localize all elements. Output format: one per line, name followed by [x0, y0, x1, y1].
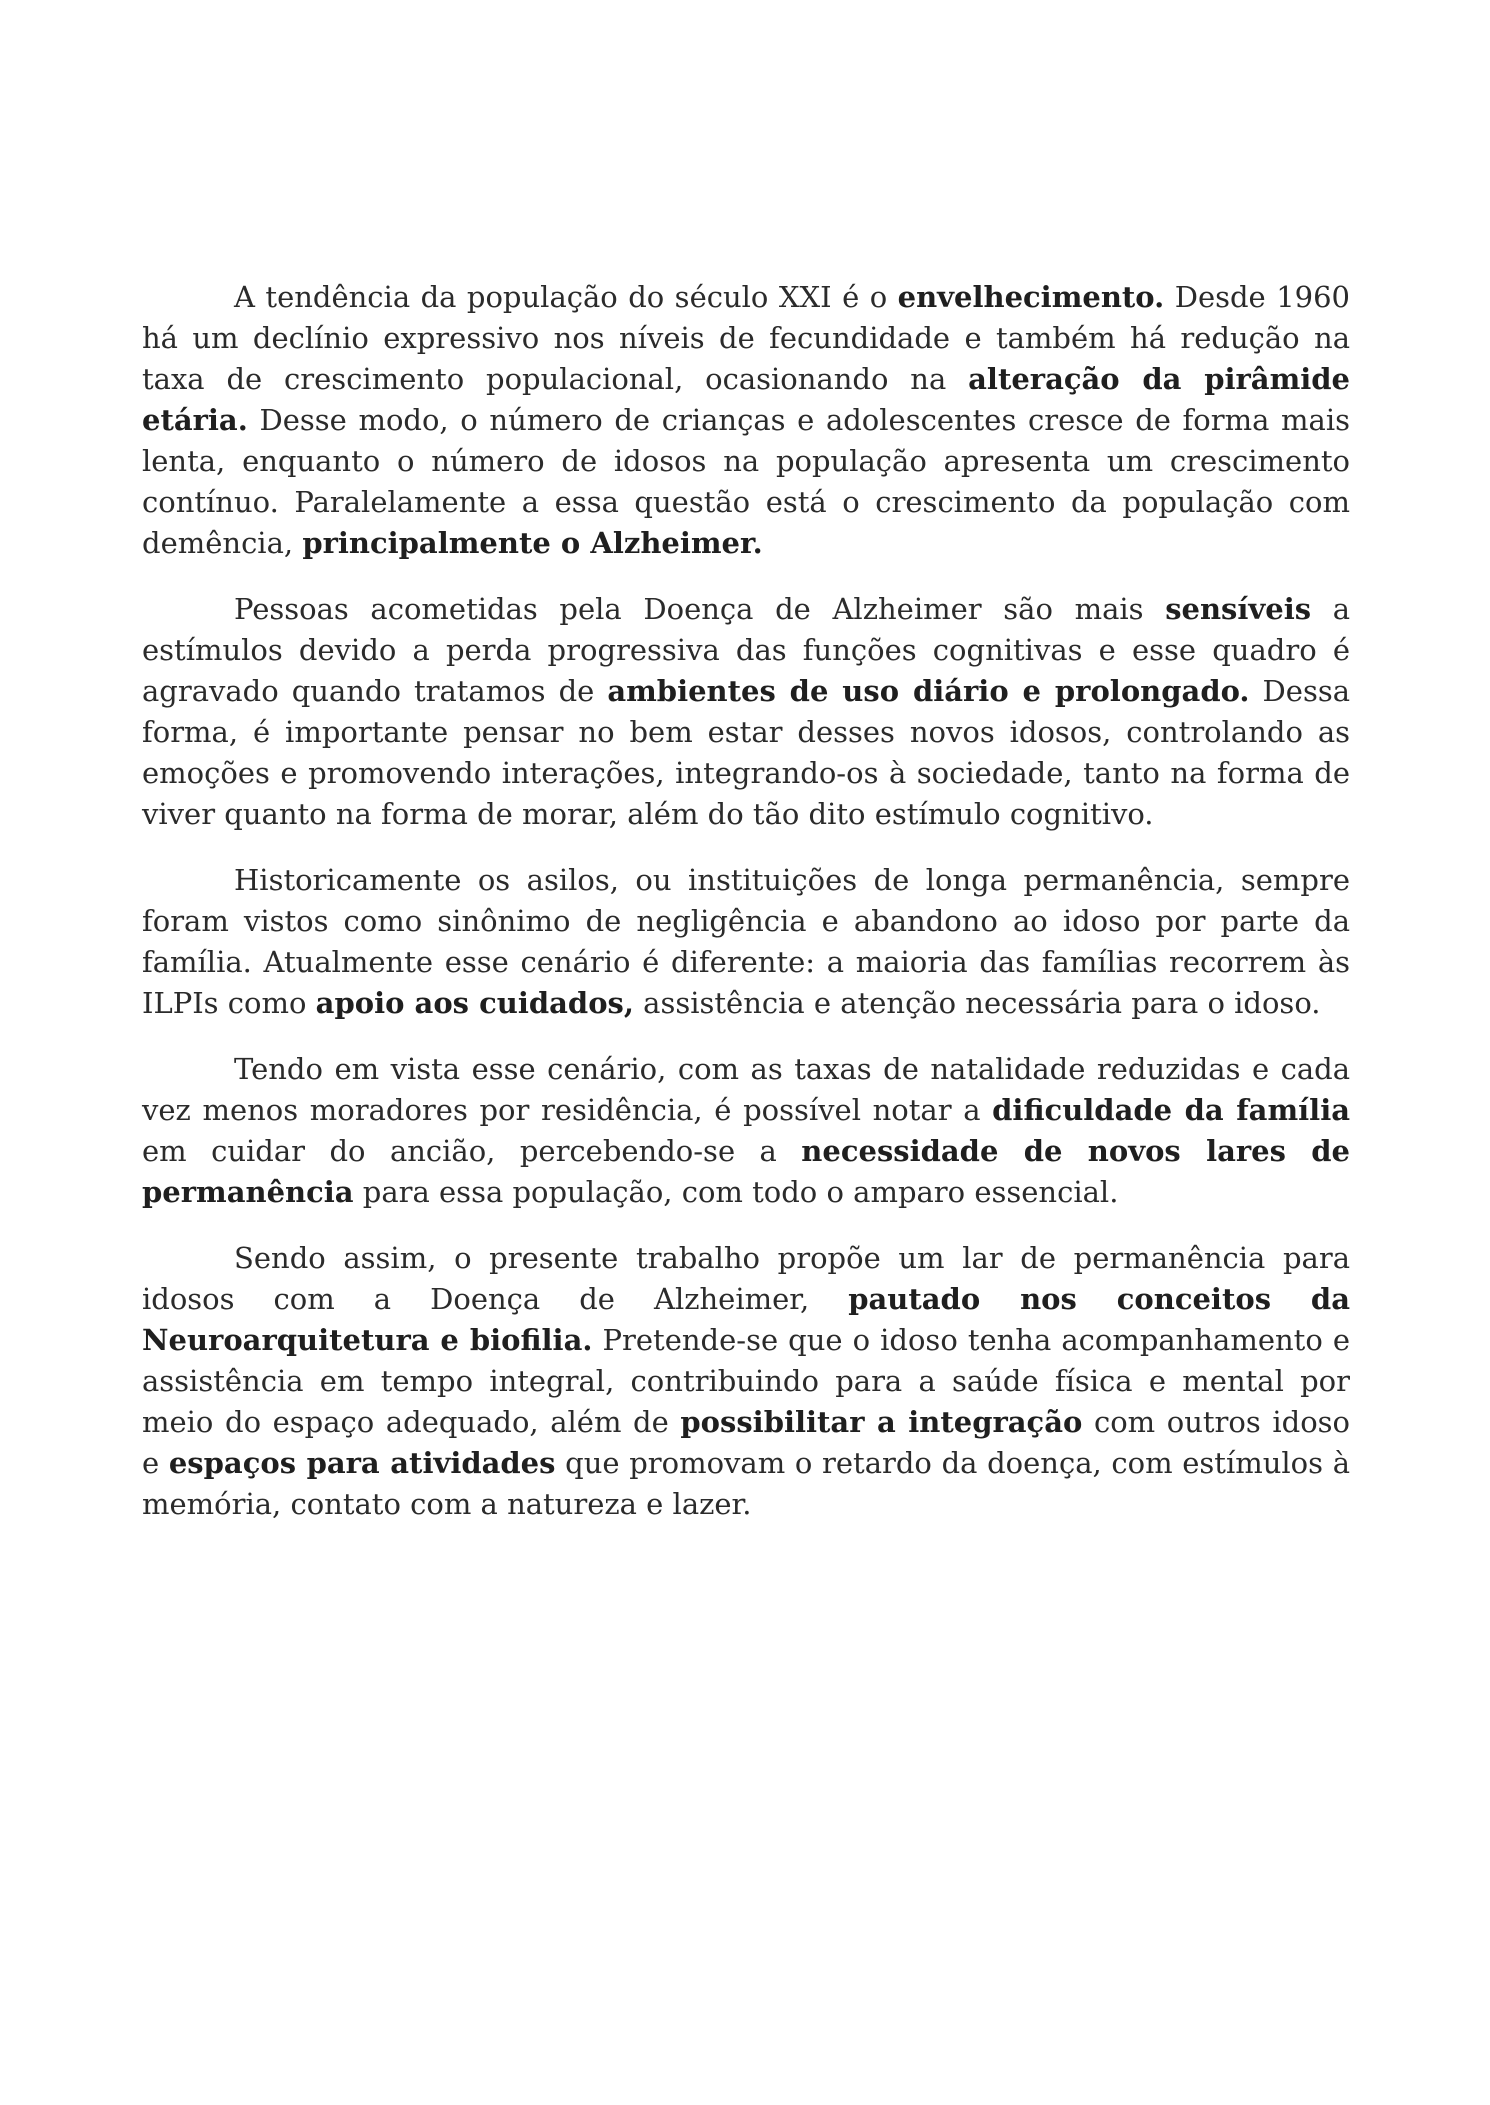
- text-segment: para essa população, com todo o amparo essencial.: [353, 1175, 1119, 1209]
- text-segment: com outros idoso e: [142, 1405, 1350, 1480]
- text-segment: assistência e atenção necessária para o idoso.: [633, 986, 1321, 1020]
- text-segment: Pretende-se que o idoso tenha acompanhamento e assistência em tempo integral, contribuindo para a saúde física e mental por meio do espaço adequado, além de: [142, 1323, 1350, 1439]
- text-body: [142, 277, 1350, 1550]
- paragraph-1: [142, 277, 1350, 564]
- text-segment: Historicamente os asilos, ou instituições de longa permanência, sempre foram vistos como sinônimo de negligência e abandono ao idoso por parte da família. Atualmente esse cenário é diferente: a maioria das famílias recorrem às ILPIs como: [142, 863, 1350, 1020]
- text-segment: Desse modo, o número de crianças e adolescentes cresce de forma mais lenta, enquanto o número de idosos na população apresenta um crescimento contínuo. Paralelamente a essa questão está o crescimento da população com demência,: [142, 403, 1350, 560]
- bold-segment: espaços para atividades: [168, 1446, 556, 1480]
- text-segment: que promovam o retardo da doença, com estímulos à memória, contato com a natureza e lazer.: [142, 1446, 1350, 1521]
- paragraph-4: [142, 1049, 1350, 1213]
- text-segment: em cuidar do ancião, percebendo-se a: [142, 1134, 802, 1168]
- text-segment: Tendo em vista esse cenário, com as taxas de natalidade reduzidas e cada vez menos moradores por residência, é possível notar a: [142, 1052, 1350, 1127]
- bold-segment: sensíveis: [1165, 592, 1312, 626]
- bold-segment: necessidade de novos lares de permanência: [142, 1134, 1350, 1209]
- bold-segment: apoio aos cuidados,: [315, 986, 634, 1020]
- text-segment: Desde 1960 há um declínio expressivo nos níveis de fecundidade e também há redução na taxa de crescimento populacional, ocasionando na: [142, 280, 1350, 396]
- bold-segment: ambientes de uso diário e prolongado.: [607, 674, 1250, 708]
- bold-segment: dificuldade da família: [992, 1093, 1350, 1127]
- text-segment: A tendência da população do século XXI é o: [234, 280, 898, 314]
- text-segment: Pessoas acometidas pela Doença de Alzheimer são mais: [234, 592, 1166, 626]
- text-segment: Sendo assim, o presente trabalho propõe um lar de permanência para idosos com a Doença de Alzheimer,: [142, 1241, 1350, 1316]
- text-segment: Dessa forma, é importante pensar no bem estar desses novos idosos, controlando as emoções e promovendo interações, integrando-os à sociedade, tanto na forma de viver quanto na forma de morar, além do tão dito estímulo cognitivo.: [142, 674, 1351, 831]
- bold-segment: principalmente o Alzheimer.: [302, 526, 763, 560]
- paragraph-2: [142, 589, 1350, 835]
- paragraph-3: [142, 860, 1350, 1024]
- text-segment: a estímulos devido a perda progressiva das funções cognitivas e esse quadro é agravado quando tratamos de: [142, 592, 1350, 708]
- bold-segment: envelhecimento.: [897, 280, 1165, 314]
- bold-segment: pautado nos conceitos da Neuroarquitetura e biofilia.: [142, 1282, 1351, 1357]
- bold-segment: alteração da pirâmide etária.: [142, 362, 1351, 437]
- paragraph-5: [142, 1238, 1350, 1525]
- bold-segment: possibilitar a integração: [680, 1405, 1083, 1439]
